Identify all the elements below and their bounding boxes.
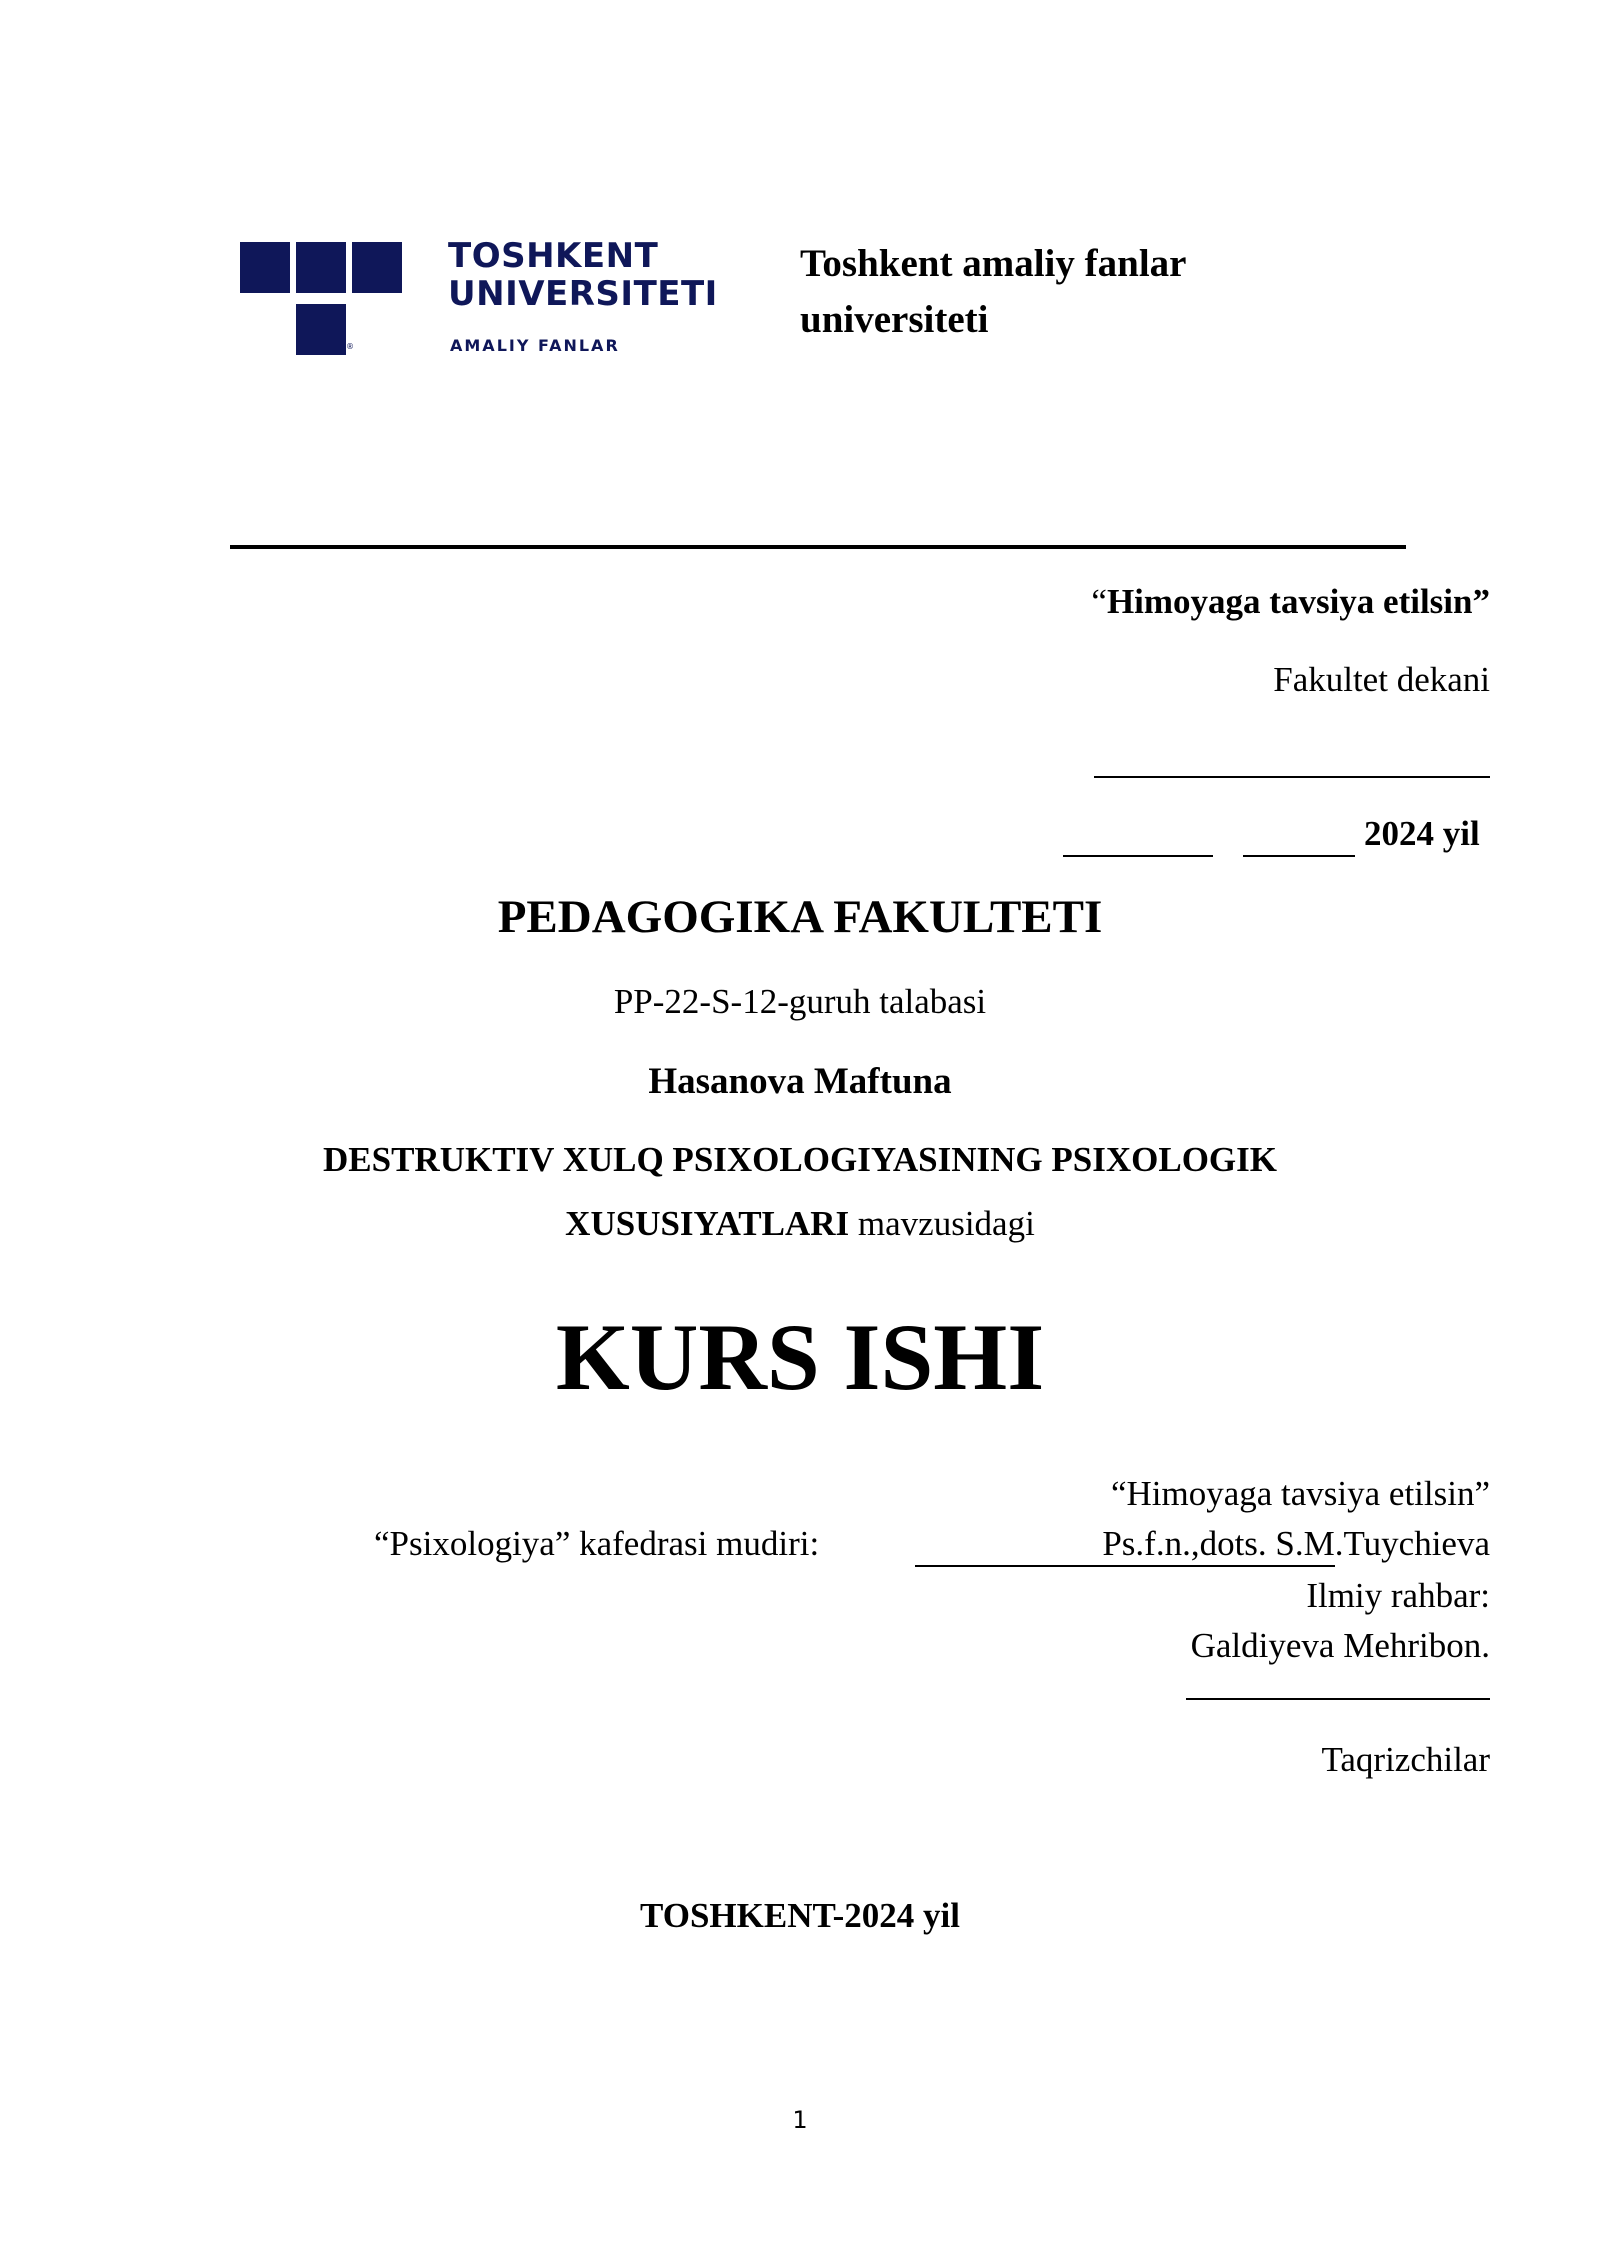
topic-line-2 [0,1204,1600,1244]
logo-text-toshkent: TOSHKENT [448,236,659,276]
university-logo [240,242,402,355]
department-head-name: Ps.f.n.,dots. S.M.Tuychieva [1102,1524,1490,1563]
student-name: Hasanova Maftuna [648,1061,952,1102]
dean-signature-line [1094,776,1490,778]
document-type: KURS ISHI [555,1304,1045,1410]
date-day-line [1063,855,1213,857]
city-year: TOSHKENT-2024 yil [640,1896,960,1935]
dean-position: Fakultet dekani [1273,660,1490,699]
student-group: PP-22-S-12-guruh talabasi [613,982,987,1021]
approval-year: 2024 yil [1364,814,1480,853]
topic-line-2-rest: mavzusidagi [849,1204,1035,1243]
advisor-signature-line [1186,1698,1490,1700]
advisor-label: Ilmiy rahbar: [1306,1576,1490,1615]
logo-registered-mark: ® [346,342,354,351]
approval-title [1091,582,1490,622]
advisor-name: Galdiyeva Mehribon. [1190,1626,1490,1665]
reviewers-label: Taqrizchilar [1321,1740,1490,1779]
department-head-signature-line [915,1565,1335,1567]
logo-square [296,242,346,293]
topic-line-1: DESTRUKTIV XULQ PSIXOLOGIYASINING PSIXOLOGIK [323,1140,1277,1179]
header-divider [230,545,1406,549]
university-title: Toshkent amaliy fanlar universiteti [800,242,1186,341]
logo-square [296,304,346,355]
page-number: 1 [792,2106,808,2134]
department-head-label: “Psixologiya” kafedrasi mudiri: [374,1524,820,1563]
faculty-name: PEDAGOGIKA FAKULTETI [497,891,1103,943]
date-month-line [1243,855,1355,857]
topic-line-2-bold: XUSUSIYATLARI [565,1204,850,1243]
approval-title-text: Himoyaga tavsiya etilsin” [1106,582,1490,621]
logo-text-amaliy-fanlar: AMALIY FANLAR [450,336,620,355]
approval-open-quote: “ [1091,582,1107,621]
logo-text-universiteti: UNIVERSITETI [448,274,718,314]
logo-square [352,242,402,293]
logo-square [240,242,290,293]
recommend-text: “Himoyaga tavsiya etilsin” [1110,1474,1490,1513]
